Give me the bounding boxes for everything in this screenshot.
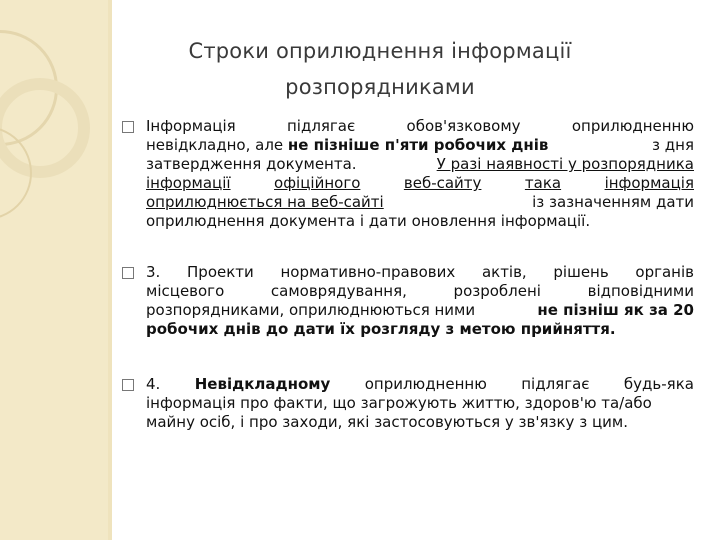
list-item-1: [146, 117, 694, 231]
text-line: місцевого самоврядування, розроблені відповідними: [146, 282, 694, 300]
bullet-icon: [122, 377, 136, 391]
decorative-sidebar: [0, 0, 112, 540]
text-line: 3. Проекти нормативно-правових актів, рішень органів: [146, 263, 694, 281]
text-line: розпорядниками, оприлюднюються ними не пізніш як за 20: [146, 301, 694, 319]
title-line-2: розпорядниками: [285, 75, 475, 99]
title-line-1: Строки оприлюднення інформації: [188, 39, 572, 63]
text-line: оприлюднюється на веб-сайті із зазначенням дати: [146, 193, 694, 211]
text-line: оприлюднення документа і дати оновлення інформації.: [146, 212, 591, 230]
list-item-3: [146, 375, 694, 432]
bullet-icon: [122, 265, 136, 279]
slide-title: [150, 33, 610, 105]
text-line: невідкладно, але не пізніше п'яти робочих днів з дня: [146, 136, 694, 154]
list-item-2: [146, 263, 694, 339]
sidebar-edge: [108, 0, 112, 540]
text-line: майну осіб, і про заходи, які застосовуються у зв'язку з цим.: [146, 413, 628, 431]
text-line: робочих днів до дати їх розгляду з метою прийняття.: [146, 320, 616, 338]
text-line: інформація про факти, що загрожують життю, здоров'ю та/або: [146, 394, 652, 412]
bullet-icon: [122, 119, 136, 133]
text-line: затвердження документа. У разі наявності у розпорядника: [146, 155, 694, 173]
text-line: 4. Невідкладному оприлюдненню підлягає будь-яка: [146, 375, 694, 393]
text-line: інформації офіційного веб-сайту така інформація: [146, 174, 694, 192]
text-line: Інформація підлягає обов'язковому оприлюдненню: [146, 117, 694, 135]
